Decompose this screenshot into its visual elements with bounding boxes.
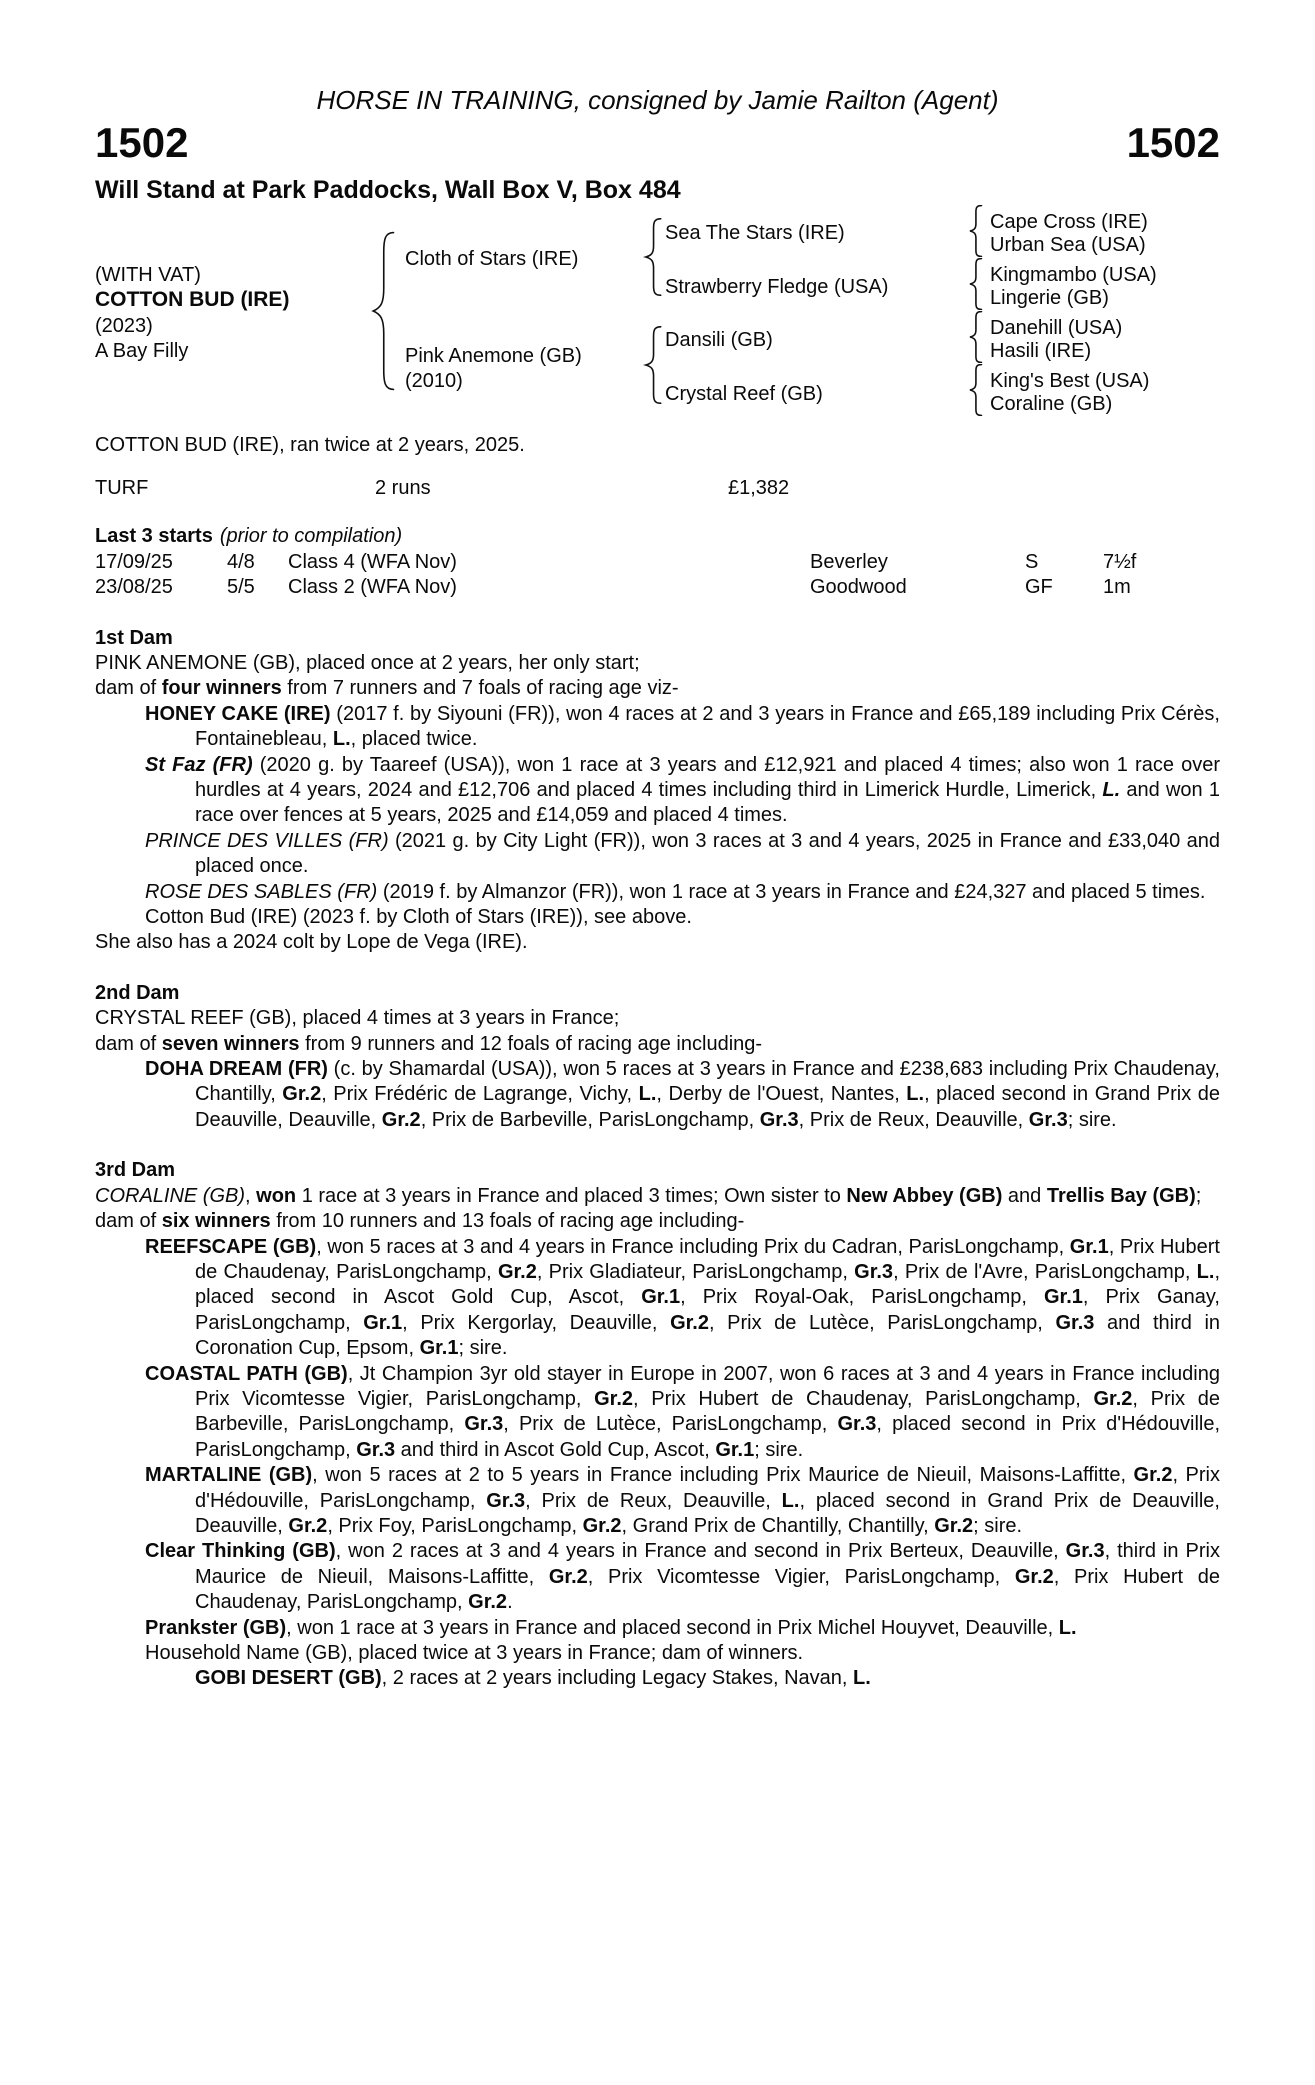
last-starts-heading bbox=[95, 524, 1220, 549]
pedigree-brace-main bbox=[368, 231, 398, 391]
text-run: (2017 f. by Siyouni (FR)), won 4 races at 2 and 3 years in France and £65,189 including Prix Cérès, Fontainebleau, bbox=[195, 702, 1220, 751]
dam-sections bbox=[95, 626, 1220, 1692]
pedigree-brace-g3-1 bbox=[967, 205, 984, 257]
pedigree-gen3-3: Kingmambo (USA) bbox=[990, 264, 1157, 286]
last-start-row bbox=[95, 550, 1220, 575]
text-run: Gr.3 bbox=[759, 1108, 799, 1131]
last-starts-label: Last 3 starts bbox=[95, 525, 213, 548]
text-run: ; sire. bbox=[754, 1438, 804, 1461]
pedigree-gen3-5: Danehill (USA) bbox=[990, 317, 1123, 339]
pedigree-gen3-6: Hasili (IRE) bbox=[990, 340, 1092, 362]
text-run: from 10 runners and 13 foals of racing age including- bbox=[270, 1210, 745, 1233]
text-run: four winners bbox=[161, 677, 282, 700]
last-start-cell: Goodwood bbox=[810, 576, 907, 599]
section-title: 2nd Dam bbox=[95, 981, 180, 1004]
race-summary-row bbox=[95, 476, 1220, 501]
pedigree-paragraph bbox=[95, 1539, 1220, 1615]
text-run: Gr.1 bbox=[641, 1286, 681, 1309]
lot-number-right: 1502 bbox=[1126, 119, 1220, 166]
text-run: , Prix de Lutèce, ParisLongchamp, bbox=[708, 1311, 1056, 1334]
text-run: , Prix de l'Avre, ParisLongchamp, bbox=[893, 1260, 1197, 1283]
text-run: , Prix Vicomtesse Vigier, ParisLongchamp, bbox=[587, 1565, 1015, 1588]
stand-location: Will Stand at Park Paddocks, Wall Box V, Box 484 bbox=[95, 176, 681, 204]
pedigree-paragraph bbox=[95, 651, 1220, 676]
text-run: Gr.2 bbox=[1014, 1565, 1054, 1588]
pedigree-brace-sire bbox=[642, 218, 664, 296]
text-run: L. bbox=[638, 1083, 657, 1106]
text-run: St Faz (FR) bbox=[145, 753, 253, 776]
pedigree-paragraph bbox=[95, 905, 1220, 930]
text-run: Gr.3 bbox=[356, 1438, 396, 1461]
text-run: Gr.3 bbox=[854, 1260, 894, 1283]
text-run: Gr.3 bbox=[486, 1489, 526, 1512]
text-run: ; sire. bbox=[1067, 1108, 1117, 1131]
text-run: (2021 g. by City Light (FR)), won 3 races at 3 and 4 years, 2025 in France and £33,040 and placed once. bbox=[195, 829, 1220, 878]
text-run: Gr.2 bbox=[548, 1565, 588, 1588]
pedigree-gen2-sire-sire: Sea The Stars (IRE) bbox=[665, 222, 845, 244]
text-run: REEFSCAPE (GB) bbox=[145, 1235, 317, 1258]
text-run: (2020 g. by Taareef (USA)), won 1 race at 3 years and £12,921 and placed 4 times; also won 1 race over hurdles at 4 years, 2024 and £12,706 and placed 4 times including third in Limerick Hurdle, Limerick, bbox=[195, 753, 1220, 802]
text-run: GOBI DESERT (GB) bbox=[195, 1667, 382, 1690]
pedigree-paragraph bbox=[95, 1235, 1220, 1362]
text-run: MARTALINE (GB) bbox=[145, 1464, 313, 1487]
pedigree-gen3-1: Cape Cross (IRE) bbox=[990, 211, 1148, 233]
horse-name: COTTON BUD (IRE) bbox=[95, 288, 290, 311]
text-run: Gr.2 bbox=[468, 1591, 508, 1614]
text-run: , won 1 race at 3 years in France and placed second in Prix Michel Houyvet, Deauville, bbox=[286, 1616, 1059, 1639]
text-run: and third in Coronation Cup, Epsom, bbox=[195, 1311, 1221, 1360]
text-run: dam of bbox=[95, 1032, 162, 1055]
text-run: , Prix Hubert de Chaudenay, ParisLongchamp, bbox=[633, 1387, 1094, 1410]
text-run: , Prix de Barbeville, ParisLongchamp, bbox=[420, 1108, 760, 1131]
pedigree-gen2-dam-sire: Dansili (GB) bbox=[665, 329, 773, 351]
text-run: , Prix Royal-Oak, ParisLongchamp, bbox=[680, 1286, 1044, 1309]
text-run: from 9 runners and 12 foals of racing age including- bbox=[299, 1032, 763, 1055]
text-run: Gr.2 bbox=[381, 1108, 421, 1131]
text-run: L. bbox=[906, 1083, 925, 1106]
pedigree-paragraph bbox=[95, 1362, 1220, 1464]
last-start-cell: 4/8 bbox=[227, 550, 255, 573]
text-run: , bbox=[245, 1184, 257, 1207]
text-run: Gr.3 bbox=[837, 1413, 877, 1436]
text-run: PRINCE DES VILLES (FR) bbox=[145, 829, 389, 852]
pedigree-paragraph bbox=[95, 880, 1220, 905]
text-run: Gr.1 bbox=[1043, 1286, 1083, 1309]
text-run: Gr.1 bbox=[1069, 1235, 1109, 1258]
text-run: , Prix Hubert de Chaudenay, ParisLongchamp, bbox=[195, 1235, 1220, 1283]
pedigree-paragraph bbox=[95, 1641, 1220, 1666]
text-run: CRYSTAL REEF (GB), placed 4 times at 3 years in France; bbox=[95, 1007, 620, 1030]
text-run: Prankster (GB) bbox=[145, 1616, 287, 1639]
pedigree-gen3-8: Coraline (GB) bbox=[990, 393, 1113, 415]
last-start-cell: 5/5 bbox=[227, 576, 255, 599]
text-run: PINK ANEMONE (GB), placed once at 2 years, her only start; bbox=[95, 651, 640, 674]
text-run: L. bbox=[781, 1489, 800, 1512]
text-run: , placed second in Grand Prix de Deauville, Deauville, bbox=[195, 1489, 1220, 1537]
pedigree-gen3-4: Lingerie (GB) bbox=[990, 287, 1109, 309]
text-run: , Prix de Reux, Deauville, bbox=[525, 1489, 782, 1512]
horse-description: A Bay Filly bbox=[95, 340, 189, 362]
text-run: seven winners bbox=[161, 1032, 300, 1055]
text-run: , won 5 races at 3 and 4 years in France including Prix du Cadran, ParisLongchamp, bbox=[316, 1235, 1070, 1258]
text-run: . bbox=[507, 1591, 513, 1614]
text-run: and bbox=[1002, 1184, 1047, 1207]
last-start-cell: 1m bbox=[1103, 576, 1131, 599]
pedigree-chart bbox=[95, 203, 1220, 418]
text-run: Gr.2 bbox=[497, 1260, 537, 1283]
text-run: ; sire. bbox=[458, 1337, 508, 1360]
text-run: ROSE DES SABLES (FR) bbox=[145, 880, 378, 903]
pedigree-brace-g3-4 bbox=[967, 364, 984, 416]
pedigree-paragraph bbox=[95, 1616, 1220, 1641]
last-start-cell: 23/08/25 bbox=[95, 576, 173, 599]
last-start-cell: 7½f bbox=[1103, 550, 1137, 573]
text-run: (2019 f. by Almanzor (FR)), won 1 race at 3 years in France and £24,327 and placed 5 times. bbox=[377, 880, 1206, 903]
text-run: , Prix Gladiateur, ParisLongchamp, bbox=[536, 1260, 855, 1283]
text-run: , Prix d'Hédouville, ParisLongchamp, bbox=[195, 1464, 1221, 1512]
pedigree-dam: Pink Anemone (GB) bbox=[405, 345, 582, 367]
pedigree-brace-g3-3 bbox=[967, 311, 984, 363]
text-run: Gr.2 bbox=[582, 1514, 622, 1537]
text-run: L. bbox=[1196, 1260, 1215, 1283]
text-run: , Grand Prix de Chantilly, Chantilly, bbox=[621, 1514, 935, 1537]
text-run: Gr.2 bbox=[282, 1083, 322, 1106]
pedigree-paragraph bbox=[95, 1057, 1220, 1133]
text-run: Gr.2 bbox=[594, 1387, 634, 1410]
text-run: (c. by Shamardal (USA)), won 5 races at 3 years in France and £238,683 including Prix Chaudenay, Chantilly, bbox=[195, 1058, 1220, 1106]
race-record-intro: COTTON BUD (IRE), ran twice at 2 years, 2025. bbox=[95, 434, 525, 456]
pedigree-paragraph bbox=[95, 1463, 1220, 1539]
horse-year: (2023) bbox=[95, 315, 153, 337]
text-run: Gr.1 bbox=[419, 1337, 459, 1360]
text-run: , Prix de Barbeville, ParisLongchamp, bbox=[195, 1387, 1221, 1436]
text-run: , Prix Ganay, ParisLongchamp, bbox=[195, 1286, 1220, 1334]
text-run: , Prix Kergorlay, Deauville, bbox=[402, 1311, 671, 1334]
last-starts-note: (prior to compilation) bbox=[219, 525, 403, 548]
pedigree-gen3-2: Urban Sea (USA) bbox=[990, 234, 1146, 256]
text-run: , placed second in Ascot Gold Cup, Ascot, bbox=[195, 1260, 1220, 1309]
lot-number-row bbox=[95, 121, 1220, 165]
pedigree-gen2-sire-dam: Strawberry Fledge (USA) bbox=[665, 276, 889, 298]
text-run: , won 5 races at 2 to 5 years in France including Prix Maurice de Nieuil, Maisons-Laffitte, bbox=[312, 1464, 1134, 1487]
text-run: 1 race at 3 years in France and placed 3 times; Own sister to bbox=[296, 1184, 847, 1207]
text-run: L. bbox=[1102, 779, 1121, 802]
last-start-cell: Class 2 (WFA Nov) bbox=[288, 576, 457, 599]
text-run: dam of bbox=[95, 1210, 162, 1233]
text-run: , Prix Hubert de Chaudenay, ParisLongchamp, bbox=[195, 1565, 1220, 1614]
vat-note: (WITH VAT) bbox=[95, 264, 201, 286]
text-run: Trellis Bay (GB) bbox=[1046, 1184, 1196, 1207]
text-run: , won 2 races at 3 and 4 years in France and second in Prix Berteux, Deauville, bbox=[335, 1540, 1066, 1563]
text-run: Gr.3 bbox=[1065, 1540, 1105, 1563]
pedigree-paragraph bbox=[95, 829, 1220, 880]
text-run: Gr.2 bbox=[670, 1311, 709, 1334]
pedigree-dam-year: (2010) bbox=[405, 370, 463, 392]
last-starts-table bbox=[95, 550, 1220, 601]
text-run: , Derby de l'Ouest, Nantes, bbox=[656, 1083, 907, 1106]
text-run: , Prix de Reux, Deauville, bbox=[798, 1108, 1029, 1131]
pedigree-paragraph bbox=[95, 1006, 1220, 1031]
pedigree-brace-dam bbox=[642, 326, 664, 404]
text-run: Clear Thinking (GB) bbox=[145, 1540, 336, 1563]
pedigree-brace-g3-2 bbox=[967, 258, 984, 310]
section-title: 3rd Dam bbox=[95, 1159, 176, 1182]
pedigree-gen2-dam-dam: Crystal Reef (GB) bbox=[665, 383, 823, 405]
text-run: Gr.2 bbox=[1093, 1387, 1133, 1410]
text-run: L. bbox=[332, 728, 351, 751]
last-start-cell: Beverley bbox=[810, 550, 888, 573]
pedigree-paragraph bbox=[95, 1032, 1220, 1057]
text-run: ; sire. bbox=[973, 1514, 1023, 1537]
earnings: £1,382 bbox=[728, 477, 790, 499]
pedigree-paragraph bbox=[95, 702, 1220, 753]
pedigree-paragraph bbox=[95, 930, 1220, 955]
text-run: Gr.1 bbox=[715, 1438, 755, 1461]
last-start-cell: GF bbox=[1025, 576, 1053, 599]
text-run: COASTAL PATH (GB) bbox=[145, 1362, 348, 1385]
text-run: Gr.2 bbox=[1133, 1464, 1173, 1487]
text-run: Cotton Bud (IRE) (2023 f. by Cloth of Stars (IRE)), see above. bbox=[145, 906, 692, 929]
pedigree-paragraph bbox=[95, 676, 1220, 701]
text-run: Gr.1 bbox=[363, 1311, 403, 1334]
text-run: , Prix de Lutèce, ParisLongchamp, bbox=[503, 1413, 838, 1436]
text-run: , placed second in Grand Prix de Deauville, Deauville, bbox=[195, 1083, 1221, 1131]
text-run: , 2 races at 2 years including Legacy Stakes, Navan, bbox=[381, 1667, 854, 1690]
consignor-line: HORSE IN TRAINING, consigned by Jamie Railton (Agent) bbox=[316, 85, 999, 115]
text-run: and third in Ascot Gold Cup, Ascot, bbox=[395, 1438, 716, 1461]
text-run: New Abbey (GB) bbox=[846, 1184, 1003, 1207]
last-start-cell: 17/09/25 bbox=[95, 550, 173, 573]
pedigree-paragraph bbox=[95, 1184, 1220, 1209]
text-run: , third in Prix Maurice de Nieuil, Maisons-Laffitte, bbox=[195, 1540, 1220, 1588]
text-run: She also has a 2024 colt by Lope de Vega (IRE). bbox=[95, 931, 528, 954]
text-run: ; bbox=[1195, 1184, 1202, 1207]
last-start-cell: Class 4 (WFA Nov) bbox=[288, 550, 457, 573]
catalogue-page bbox=[0, 85, 1315, 1692]
text-run: Gr.2 bbox=[288, 1514, 328, 1537]
pedigree-paragraph bbox=[95, 1209, 1220, 1234]
text-run: dam of bbox=[95, 677, 162, 700]
text-run: Gr.3 bbox=[1028, 1108, 1068, 1131]
pedigree-gen3-7: King's Best (USA) bbox=[990, 370, 1150, 392]
text-run: , Prix Frédéric de Lagrange, Vichy, bbox=[321, 1083, 639, 1106]
pedigree-sire: Cloth of Stars (IRE) bbox=[405, 248, 579, 270]
text-run: , Prix Foy, ParisLongchamp, bbox=[327, 1514, 583, 1537]
runs-count: 2 runs bbox=[375, 477, 431, 499]
text-run: L. bbox=[1058, 1616, 1077, 1639]
text-run: , placed twice. bbox=[350, 728, 478, 751]
last-start-cell: S bbox=[1025, 550, 1039, 573]
text-run: L. bbox=[853, 1667, 871, 1690]
text-run: HONEY CAKE (IRE) bbox=[145, 702, 331, 725]
text-run: Gr.3 bbox=[1055, 1311, 1095, 1334]
text-run: from 7 runners and 7 foals of racing age viz- bbox=[281, 677, 679, 700]
text-run: Household Name (GB), placed twice at 3 years in France; dam of winners. bbox=[145, 1642, 804, 1665]
surface-label: TURF bbox=[95, 477, 149, 499]
last-start-row bbox=[95, 575, 1220, 600]
section-title: 1st Dam bbox=[95, 626, 173, 649]
text-run: DOHA DREAM (FR) bbox=[145, 1058, 328, 1081]
text-run: , placed second in Prix d'Hédouville, ParisLongchamp, bbox=[195, 1413, 1221, 1461]
text-run: Gr.3 bbox=[464, 1413, 504, 1436]
text-run: and won 1 race over fences at 5 years, 2025 and £14,059 and placed 4 times. bbox=[195, 779, 1221, 827]
text-run: won bbox=[256, 1184, 297, 1207]
pedigree-paragraph bbox=[95, 1666, 1220, 1691]
pedigree-paragraph bbox=[95, 753, 1220, 829]
text-run: Gr.2 bbox=[934, 1514, 974, 1537]
text-run: CORALINE (GB) bbox=[95, 1184, 246, 1207]
text-run: six winners bbox=[161, 1210, 271, 1233]
lot-number-left: 1502 bbox=[95, 119, 189, 166]
text-run: , Jt Champion 3yr old stayer in Europe in 2007, won 6 races at 3 and 4 years in France including Prix Vicomtesse Vigier, ParisLongchamp, bbox=[195, 1362, 1220, 1410]
